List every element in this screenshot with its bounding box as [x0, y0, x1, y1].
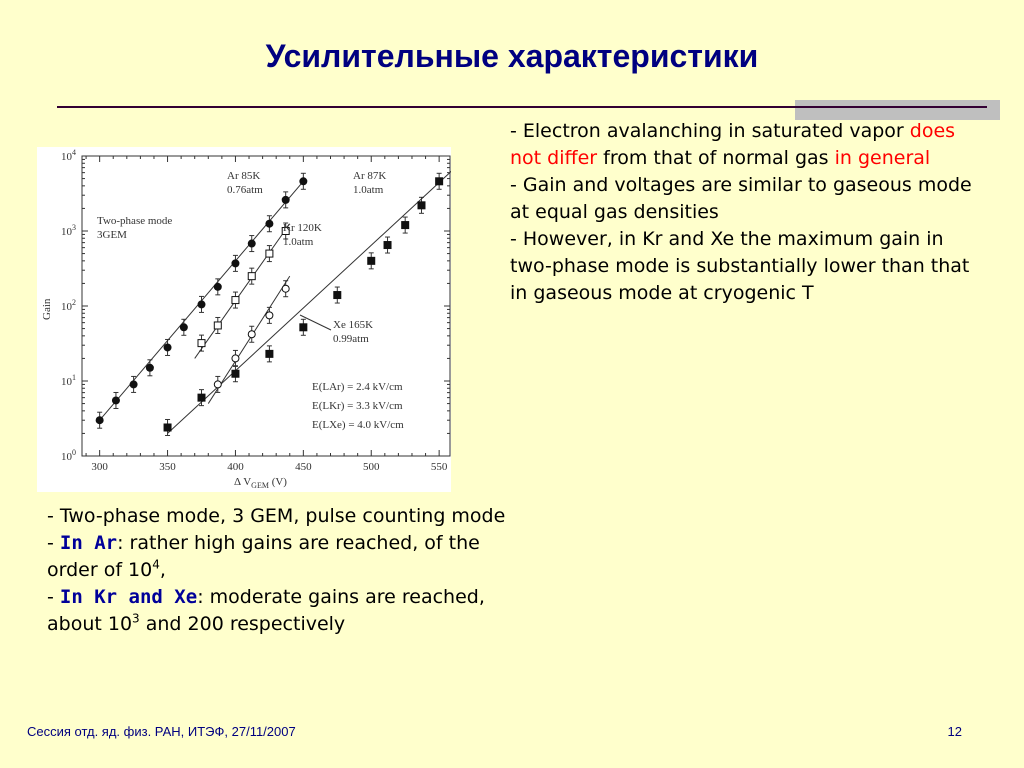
data-point: [435, 177, 443, 185]
data-point: [282, 196, 290, 204]
annotation-ar85-2: 0.76atm: [227, 184, 263, 196]
data-point: [96, 416, 104, 424]
x-tick-label: 550: [430, 461, 448, 473]
data-point: [214, 322, 221, 329]
right-bullet-1: - Electron avalanching in saturated vapor does not differ from that of normal gas in general: [510, 120, 956, 169]
right-bullet-2: - Gain and voltages are similar to gaseous mode at equal gas densities: [510, 174, 972, 223]
highlight-in-kr-xe: In Kr and Xe: [59, 586, 198, 608]
data-point: [214, 381, 221, 388]
data-point: [231, 259, 239, 267]
right-bullet-3: - However, in Kr and Xe the maximum gain in two-phase mode is substantially lower than that in gaseous mode at cryogenic T: [510, 228, 970, 304]
data-point: [112, 396, 120, 404]
x-tick-label: 500: [362, 461, 380, 473]
y-tick-label: $10^0$: [61, 448, 76, 463]
annotation-kr-1: Kr 120K: [283, 222, 322, 234]
annotation-field-xe: E(LXe) = 4.0 kV/cm: [312, 419, 404, 431]
data-point: [248, 273, 255, 280]
data-point: [367, 257, 375, 265]
x-axis-label: Δ $V_{GEM}$ (V): [234, 476, 287, 490]
data-point: [197, 394, 205, 402]
data-point: [248, 331, 255, 338]
highlight-does-not-differ: does not differ: [510, 120, 956, 169]
annotation-kr-2: 1.0atm: [283, 236, 314, 248]
gain-chart-svg: [37, 147, 451, 492]
data-point: [130, 380, 138, 388]
data-point: [266, 312, 273, 319]
x-tick-label: 400: [227, 461, 244, 473]
x-tick-label: 300: [91, 461, 108, 473]
data-point: [197, 300, 205, 308]
data-point: [333, 291, 341, 299]
y-tick-label: $10^3$: [61, 223, 76, 238]
bottom-bullets: [47, 503, 507, 638]
annotation-mode-1: Two-phase mode: [97, 215, 173, 227]
data-point: [232, 355, 239, 362]
fit-line: [168, 170, 451, 433]
data-point: [384, 241, 392, 249]
title-underline-shadow: [795, 100, 1000, 120]
bottom-bullet-1: - Two-phase mode, 3 GEM, pulse counting mode: [47, 505, 506, 527]
data-point: [266, 250, 273, 257]
bottom-bullet-3: - In Kr and Xe: moderate gains are reached, about $10^3$ and 200 respectively: [47, 586, 485, 635]
x-tick-label: 450: [295, 461, 312, 473]
data-point: [265, 220, 273, 228]
annotation-ar87-1: Ar 87K: [353, 170, 387, 182]
data-point: [146, 364, 154, 372]
annotation-xe-1: Xe 165K: [333, 319, 374, 331]
footer-session: Сессия отд. яд. физ. РАН, ИТЭФ, 27/11/2007: [27, 724, 296, 739]
data-point: [214, 283, 222, 291]
y-tick-label: $10^4$: [61, 148, 76, 163]
annotation-mode-2: 3GEM: [97, 229, 127, 241]
data-point: [282, 285, 289, 292]
y-tick-label: $10^2$: [61, 298, 76, 313]
y-axis-label: Gain: [41, 298, 53, 320]
data-point: [180, 323, 188, 331]
data-point: [299, 177, 307, 185]
data-point: [198, 340, 205, 347]
right-bullets: [510, 118, 980, 307]
fit-lines: [100, 170, 451, 433]
annotation-field-kr: E(LKr) = 3.3 kV/cm: [312, 400, 403, 412]
data-point: [265, 350, 273, 358]
annotation-ar85-1: Ar 85K: [227, 170, 261, 182]
annotation-field-ar: E(LAr) = 2.4 kV/cm: [312, 381, 403, 393]
data-point: [248, 240, 256, 248]
data-point: [232, 297, 239, 304]
annotation-xe-2: 0.99atm: [333, 333, 369, 345]
data-points: [96, 173, 443, 435]
gain-chart: [37, 147, 451, 492]
slide-title: Усилительные характеристики: [265, 38, 759, 74]
y-tick-label: $10^1$: [61, 373, 76, 388]
page-number: 12: [947, 724, 962, 739]
annotation-ar87-2: 1.0atm: [353, 184, 384, 196]
highlight-in-general: in general: [834, 147, 931, 169]
data-point: [417, 201, 425, 209]
title-underline: [57, 106, 987, 108]
bottom-bullet-2: - In Ar: rather high gains are reached, of the order of $10^4$,: [47, 532, 480, 581]
fit-line: [195, 224, 290, 359]
data-point: [401, 221, 409, 229]
data-point: [231, 370, 239, 378]
highlight-in-ar: In Ar: [59, 532, 118, 554]
data-point: [299, 323, 307, 331]
x-tick-label: 350: [159, 461, 176, 473]
data-point: [164, 343, 172, 351]
data-point: [164, 423, 172, 431]
